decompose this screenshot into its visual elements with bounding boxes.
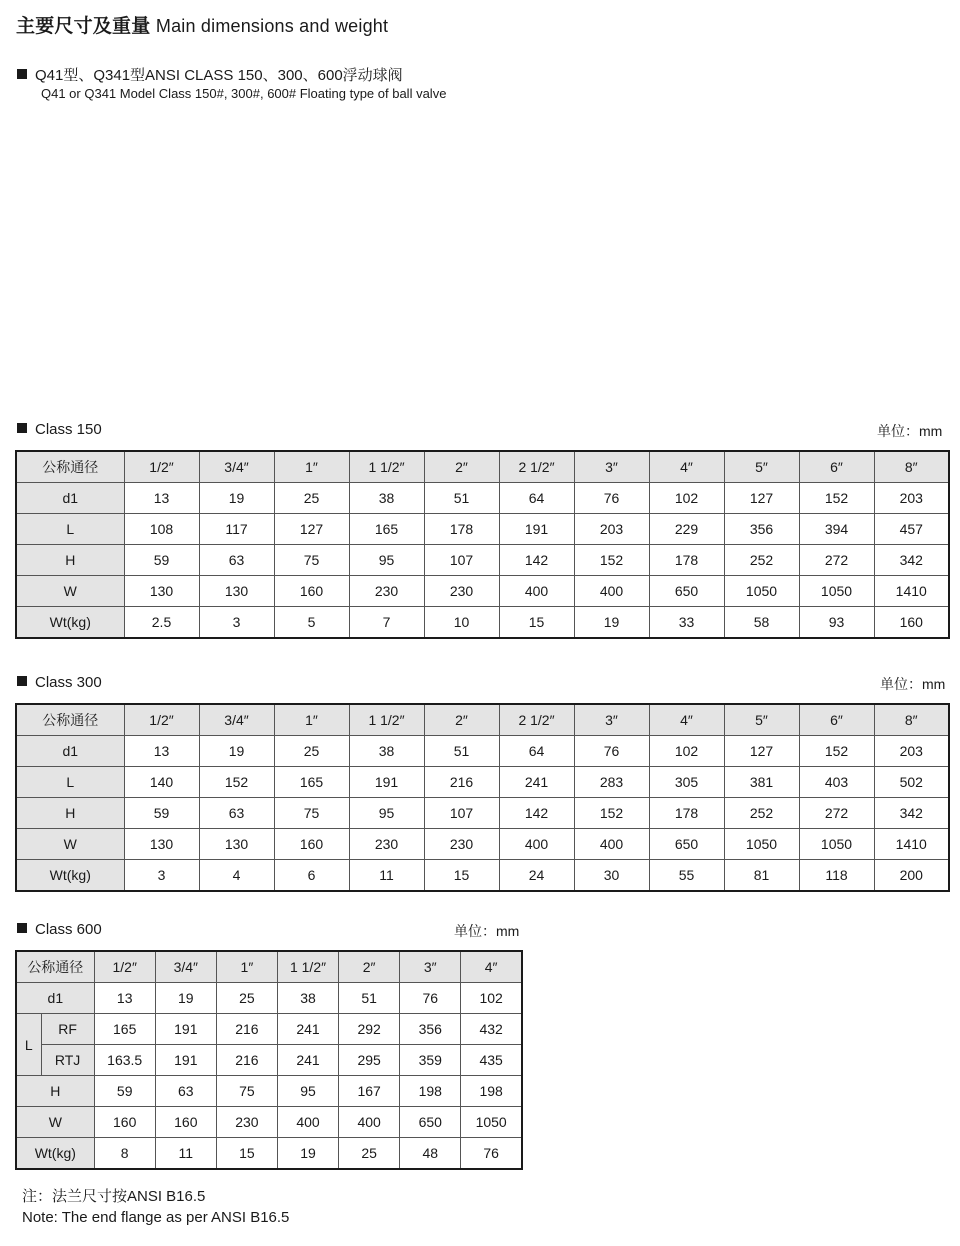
value-cell: 203	[874, 483, 949, 514]
corner-cell: 公称通径	[16, 451, 124, 483]
size-header-cell: 1/2″	[124, 704, 199, 736]
value-cell: 13	[124, 736, 199, 767]
value-cell: 400	[574, 829, 649, 860]
size-header-cell: 4″	[649, 704, 724, 736]
size-header-cell: 2 1/2″	[499, 451, 574, 483]
value-cell: 76	[574, 736, 649, 767]
value-cell: 152	[799, 483, 874, 514]
value-cell: 19	[155, 983, 216, 1014]
size-header-cell: 3/4″	[199, 704, 274, 736]
value-cell: 160	[155, 1107, 216, 1138]
square-bullet-icon	[17, 676, 27, 686]
value-cell: 160	[274, 576, 349, 607]
size-header-cell: 3″	[574, 704, 649, 736]
size-header-cell: 1 1/2″	[349, 451, 424, 483]
value-cell: 64	[499, 736, 574, 767]
size-header-cell: 3″	[574, 451, 649, 483]
value-cell: 76	[461, 1138, 522, 1170]
value-cell: 93	[799, 607, 874, 639]
row-label-cell: W	[16, 1107, 94, 1138]
row-label-cell: d1	[16, 483, 124, 514]
value-cell: 130	[199, 829, 274, 860]
value-cell: 457	[874, 514, 949, 545]
value-cell: 359	[400, 1045, 461, 1076]
value-cell: 216	[216, 1014, 277, 1045]
class150-table	[15, 450, 950, 639]
value-cell: 58	[724, 607, 799, 639]
value-cell: 63	[155, 1076, 216, 1107]
class600-title: Class 600	[35, 921, 102, 938]
class300-title: Class 300	[35, 674, 102, 691]
table-row	[16, 514, 949, 545]
note-en: Note: The end flange as per ANSI B16.5	[22, 1209, 290, 1226]
value-cell: 356	[400, 1014, 461, 1045]
value-cell: 107	[424, 545, 499, 576]
value-cell: 25	[274, 736, 349, 767]
value-cell: 2.5	[124, 607, 199, 639]
value-cell: 8	[94, 1138, 155, 1170]
subtitle-en: Q41 or Q341 Model Class 150#, 300#, 600# Floating type of ball valve	[41, 86, 447, 101]
value-cell: 19	[199, 736, 274, 767]
value-cell: 127	[274, 514, 349, 545]
square-bullet-icon	[17, 423, 27, 433]
value-cell: 13	[124, 483, 199, 514]
table-row	[16, 767, 949, 798]
value-cell: 118	[799, 860, 874, 892]
table-header-row	[16, 951, 522, 983]
subtitle-cn: Q41型、Q341型ANSI CLASS 150、300、600浮动球阀	[35, 67, 403, 84]
value-cell: 75	[274, 798, 349, 829]
size-header-cell: 4″	[649, 451, 724, 483]
value-cell: 13	[94, 983, 155, 1014]
class300-heading	[17, 674, 102, 691]
class600-heading	[17, 921, 102, 938]
value-cell: 7	[349, 607, 424, 639]
value-cell: 1050	[461, 1107, 522, 1138]
size-header-cell: 2 1/2″	[499, 704, 574, 736]
table-row	[16, 545, 949, 576]
value-cell: 130	[124, 829, 199, 860]
value-cell: 51	[424, 736, 499, 767]
value-cell: 432	[461, 1014, 522, 1045]
value-cell: 252	[724, 798, 799, 829]
value-cell: 1050	[799, 576, 874, 607]
value-cell: 203	[574, 514, 649, 545]
value-cell: 1410	[874, 829, 949, 860]
row-sublabel-cell: RTJ	[41, 1045, 94, 1076]
value-cell: 241	[499, 767, 574, 798]
table-row	[16, 1014, 522, 1045]
value-cell: 1050	[724, 576, 799, 607]
value-cell: 502	[874, 767, 949, 798]
row-label-cell: W	[16, 829, 124, 860]
value-cell: 24	[499, 860, 574, 892]
table-row	[16, 607, 949, 639]
value-cell: 272	[799, 798, 874, 829]
size-header-cell: 3/4″	[199, 451, 274, 483]
size-header-cell: 3″	[400, 951, 461, 983]
value-cell: 51	[424, 483, 499, 514]
row-label-cell: W	[16, 576, 124, 607]
size-header-cell: 1″	[274, 704, 349, 736]
value-cell: 165	[274, 767, 349, 798]
value-cell: 130	[124, 576, 199, 607]
value-cell: 178	[649, 545, 724, 576]
page-title	[16, 11, 388, 38]
value-cell: 11	[349, 860, 424, 892]
row-label-cell: H	[16, 545, 124, 576]
table-row	[16, 736, 949, 767]
value-cell: 400	[277, 1107, 338, 1138]
value-cell: 48	[400, 1138, 461, 1170]
row-sublabel-cell: RF	[41, 1014, 94, 1045]
value-cell: 203	[874, 736, 949, 767]
size-header-cell: 3/4″	[155, 951, 216, 983]
row-label-cell: L	[16, 514, 124, 545]
value-cell: 127	[724, 736, 799, 767]
value-cell: 230	[424, 576, 499, 607]
value-cell: 142	[499, 545, 574, 576]
value-cell: 3	[199, 607, 274, 639]
value-cell: 230	[424, 829, 499, 860]
size-header-cell: 4″	[461, 951, 522, 983]
value-cell: 11	[155, 1138, 216, 1170]
row-label-cell: d1	[16, 736, 124, 767]
value-cell: 142	[499, 798, 574, 829]
value-cell: 1050	[799, 829, 874, 860]
table-row	[16, 983, 522, 1014]
value-cell: 230	[349, 829, 424, 860]
value-cell: 127	[724, 483, 799, 514]
value-cell: 108	[124, 514, 199, 545]
value-cell: 152	[799, 736, 874, 767]
table-row	[16, 1045, 522, 1076]
table-row	[16, 576, 949, 607]
value-cell: 75	[274, 545, 349, 576]
value-cell: 272	[799, 545, 874, 576]
value-cell: 55	[649, 860, 724, 892]
value-cell: 435	[461, 1045, 522, 1076]
value-cell: 15	[424, 860, 499, 892]
value-cell: 160	[274, 829, 349, 860]
value-cell: 394	[799, 514, 874, 545]
table-row	[16, 829, 949, 860]
value-cell: 152	[199, 767, 274, 798]
value-cell: 4	[199, 860, 274, 892]
table-row	[16, 1076, 522, 1107]
table-row	[16, 1138, 522, 1170]
value-cell: 342	[874, 798, 949, 829]
value-cell: 63	[199, 798, 274, 829]
value-cell: 241	[277, 1045, 338, 1076]
value-cell: 216	[216, 1045, 277, 1076]
value-cell: 198	[400, 1076, 461, 1107]
value-cell: 152	[574, 545, 649, 576]
value-cell: 400	[499, 829, 574, 860]
class600-table	[15, 950, 523, 1170]
value-cell: 650	[400, 1107, 461, 1138]
size-header-cell: 8″	[874, 451, 949, 483]
value-cell: 59	[124, 798, 199, 829]
value-cell: 15	[499, 607, 574, 639]
class150-title: Class 150	[35, 421, 102, 438]
value-cell: 130	[199, 576, 274, 607]
product-subtitle	[17, 64, 403, 85]
value-cell: 15	[216, 1138, 277, 1170]
value-cell: 160	[874, 607, 949, 639]
value-cell: 200	[874, 860, 949, 892]
value-cell: 381	[724, 767, 799, 798]
value-cell: 167	[339, 1076, 400, 1107]
table-row	[16, 860, 949, 892]
value-cell: 107	[424, 798, 499, 829]
value-cell: 400	[339, 1107, 400, 1138]
title-cn: 主要尺寸及重量	[16, 16, 151, 37]
value-cell: 76	[400, 983, 461, 1014]
value-cell: 1410	[874, 576, 949, 607]
value-cell: 178	[424, 514, 499, 545]
value-cell: 241	[277, 1014, 338, 1045]
value-cell: 25	[339, 1138, 400, 1170]
size-header-cell: 5″	[724, 704, 799, 736]
value-cell: 283	[574, 767, 649, 798]
value-cell: 356	[724, 514, 799, 545]
value-cell: 191	[349, 767, 424, 798]
class150-unit: 单位：mm	[877, 423, 943, 439]
size-header-cell: 1″	[216, 951, 277, 983]
row-label-cell: L	[16, 1014, 41, 1076]
value-cell: 152	[574, 798, 649, 829]
size-header-cell: 1 1/2″	[349, 704, 424, 736]
value-cell: 229	[649, 514, 724, 545]
value-cell: 25	[216, 983, 277, 1014]
value-cell: 102	[461, 983, 522, 1014]
value-cell: 95	[349, 798, 424, 829]
value-cell: 38	[349, 483, 424, 514]
value-cell: 5	[274, 607, 349, 639]
row-label-cell: Wt(kg)	[16, 1138, 94, 1170]
value-cell: 230	[349, 576, 424, 607]
row-label-cell: Wt(kg)	[16, 860, 124, 892]
value-cell: 230	[216, 1107, 277, 1138]
class150-heading	[17, 421, 102, 438]
size-header-cell: 1 1/2″	[277, 951, 338, 983]
value-cell: 191	[499, 514, 574, 545]
value-cell: 198	[461, 1076, 522, 1107]
value-cell: 64	[499, 483, 574, 514]
value-cell: 30	[574, 860, 649, 892]
value-cell: 59	[124, 545, 199, 576]
square-bullet-icon	[17, 923, 27, 933]
value-cell: 1050	[724, 829, 799, 860]
class600-unit: 单位：mm	[454, 923, 520, 939]
value-cell: 400	[499, 576, 574, 607]
value-cell: 10	[424, 607, 499, 639]
value-cell: 191	[155, 1045, 216, 1076]
value-cell: 38	[349, 736, 424, 767]
row-label-cell: d1	[16, 983, 94, 1014]
size-header-cell: 8″	[874, 704, 949, 736]
class300-unit: 单位：mm	[880, 676, 946, 692]
value-cell: 650	[649, 829, 724, 860]
value-cell: 305	[649, 767, 724, 798]
table-row	[16, 798, 949, 829]
value-cell: 102	[649, 736, 724, 767]
value-cell: 76	[574, 483, 649, 514]
value-cell: 3	[124, 860, 199, 892]
size-header-cell: 6″	[799, 451, 874, 483]
value-cell: 216	[424, 767, 499, 798]
value-cell: 400	[574, 576, 649, 607]
row-label-cell: H	[16, 1076, 94, 1107]
value-cell: 19	[574, 607, 649, 639]
value-cell: 165	[94, 1014, 155, 1045]
value-cell: 403	[799, 767, 874, 798]
size-header-cell: 2″	[424, 451, 499, 483]
value-cell: 19	[199, 483, 274, 514]
table-row	[16, 1107, 522, 1138]
value-cell: 38	[277, 983, 338, 1014]
size-header-cell: 2″	[424, 704, 499, 736]
value-cell: 59	[94, 1076, 155, 1107]
row-label-cell: L	[16, 767, 124, 798]
value-cell: 178	[649, 798, 724, 829]
value-cell: 6	[274, 860, 349, 892]
title-en: Main dimensions and weight	[155, 16, 389, 36]
table-row	[16, 483, 949, 514]
square-bullet-icon	[17, 69, 27, 79]
value-cell: 81	[724, 860, 799, 892]
value-cell: 160	[94, 1107, 155, 1138]
class300-table	[15, 703, 950, 892]
note-cn: 注：法兰尺寸按ANSI B16.5	[22, 1188, 206, 1205]
value-cell: 25	[274, 483, 349, 514]
size-header-cell: 1″	[274, 451, 349, 483]
size-header-cell: 1/2″	[124, 451, 199, 483]
corner-cell: 公称通径	[16, 704, 124, 736]
value-cell: 342	[874, 545, 949, 576]
value-cell: 295	[339, 1045, 400, 1076]
value-cell: 51	[339, 983, 400, 1014]
size-header-cell: 2″	[339, 951, 400, 983]
value-cell: 19	[277, 1138, 338, 1170]
value-cell: 75	[216, 1076, 277, 1107]
size-header-cell: 5″	[724, 451, 799, 483]
value-cell: 191	[155, 1014, 216, 1045]
size-header-cell: 6″	[799, 704, 874, 736]
value-cell: 95	[349, 545, 424, 576]
corner-cell: 公称通径	[16, 951, 94, 983]
row-label-cell: H	[16, 798, 124, 829]
row-label-cell: Wt(kg)	[16, 607, 124, 639]
value-cell: 252	[724, 545, 799, 576]
value-cell: 163.5	[94, 1045, 155, 1076]
value-cell: 95	[277, 1076, 338, 1107]
size-header-cell: 1/2″	[94, 951, 155, 983]
value-cell: 292	[339, 1014, 400, 1045]
table-header-row	[16, 704, 949, 736]
value-cell: 117	[199, 514, 274, 545]
value-cell: 102	[649, 483, 724, 514]
value-cell: 63	[199, 545, 274, 576]
value-cell: 33	[649, 607, 724, 639]
table-header-row	[16, 451, 949, 483]
value-cell: 650	[649, 576, 724, 607]
value-cell: 165	[349, 514, 424, 545]
value-cell: 140	[124, 767, 199, 798]
